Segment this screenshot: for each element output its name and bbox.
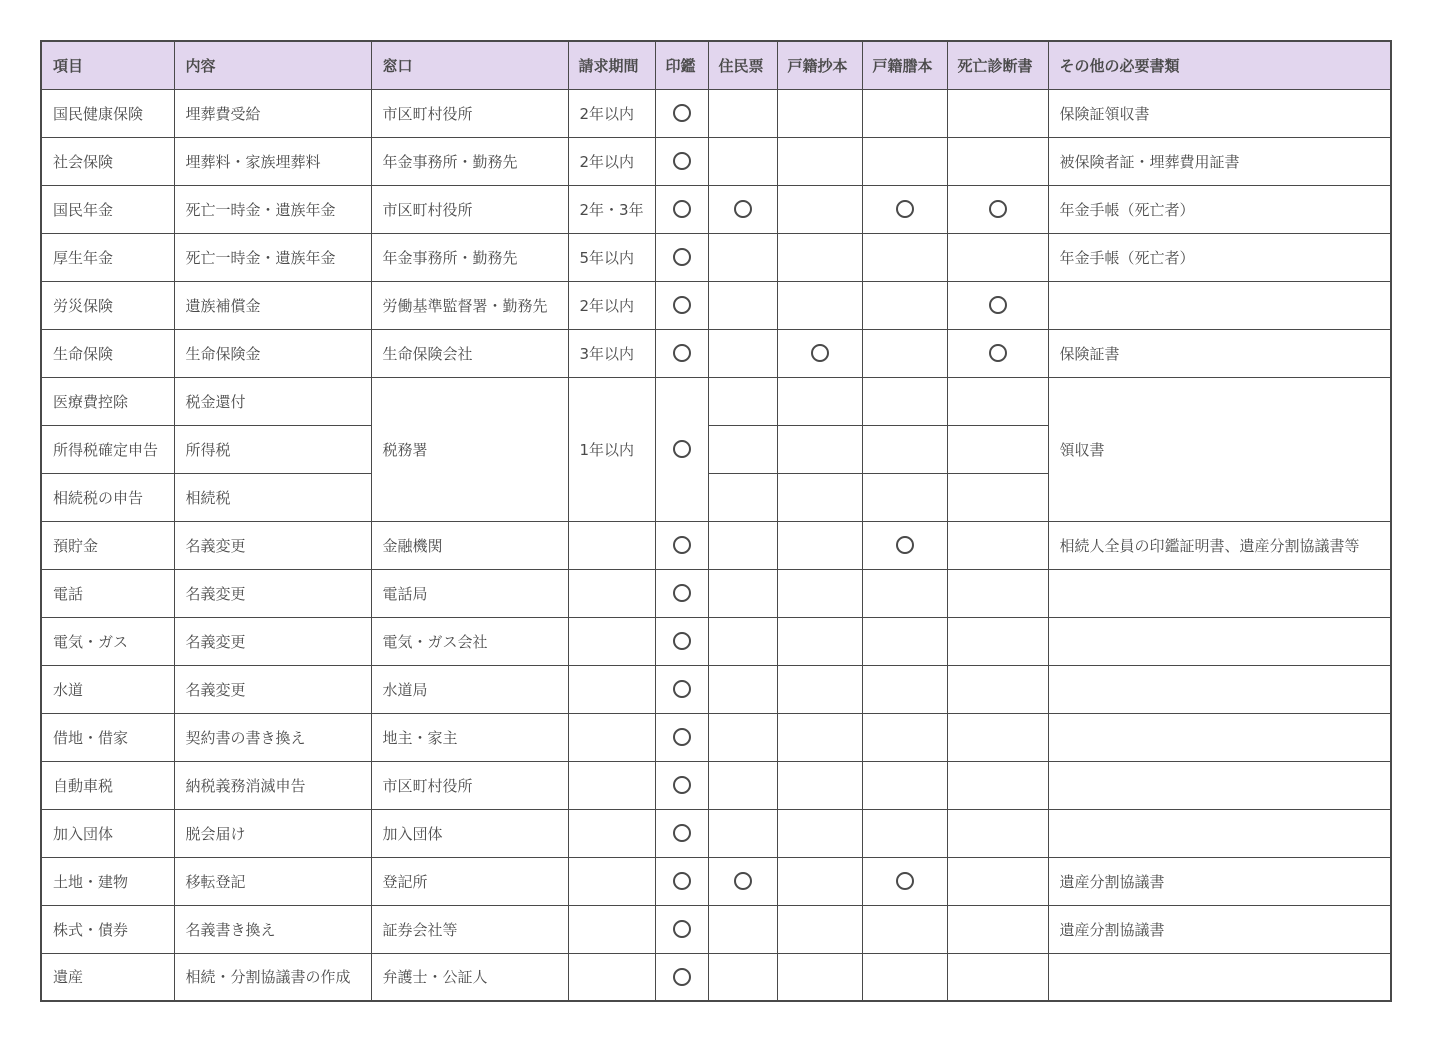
check-circle-icon — [673, 296, 691, 314]
cell-content: 契約書の書き換え — [174, 713, 371, 761]
mark-koseki-shohon — [777, 665, 862, 713]
mark-koseki-tohon — [862, 233, 947, 281]
cell-other-documents: 年金手帳（死亡者） — [1048, 233, 1391, 281]
cell-content: 名義変更 — [174, 617, 371, 665]
mark-death-certificate — [947, 89, 1048, 137]
mark-juminhyo — [708, 713, 777, 761]
mark-koseki-tohon — [862, 89, 947, 137]
check-circle-icon — [673, 104, 691, 122]
cell-content: 納税義務消滅申告 — [174, 761, 371, 809]
cell-item: 自動車税 — [41, 761, 174, 809]
mark-juminhyo — [708, 185, 777, 233]
check-circle-icon — [896, 872, 914, 890]
cell-content: 埋葬費受給 — [174, 89, 371, 137]
mark-koseki-tohon — [862, 953, 947, 1001]
mark-inkan — [655, 185, 708, 233]
mark-koseki-shohon — [777, 617, 862, 665]
cell-content: 税金還付 — [174, 377, 371, 425]
mark-koseki-tohon — [862, 665, 947, 713]
table-row — [41, 713, 1391, 761]
mark-koseki-shohon — [777, 953, 862, 1001]
check-circle-icon — [673, 728, 691, 746]
cell-office: 年金事務所・勤務先 — [371, 233, 568, 281]
mark-juminhyo — [708, 953, 777, 1001]
mark-koseki-tohon — [862, 905, 947, 953]
table-row — [41, 137, 1391, 185]
cell-other-documents: 領収書 — [1048, 377, 1391, 521]
table-row — [41, 617, 1391, 665]
cell-item: 生命保険 — [41, 329, 174, 377]
cell-content: 名義変更 — [174, 569, 371, 617]
mark-juminhyo — [708, 137, 777, 185]
check-circle-icon — [734, 200, 752, 218]
check-circle-icon — [673, 920, 691, 938]
cell-other-documents: 年金手帳（死亡者） — [1048, 185, 1391, 233]
table-row — [41, 953, 1391, 1001]
cell-period — [568, 713, 655, 761]
table-row — [41, 521, 1391, 569]
cell-item: 所得税確定申告 — [41, 425, 174, 473]
mark-koseki-shohon — [777, 281, 862, 329]
cell-period — [568, 953, 655, 1001]
mark-koseki-shohon — [777, 425, 862, 473]
mark-juminhyo — [708, 521, 777, 569]
cell-content: 移転登記 — [174, 857, 371, 905]
mark-inkan — [655, 521, 708, 569]
cell-period — [568, 857, 655, 905]
mark-inkan — [655, 233, 708, 281]
check-circle-icon — [673, 536, 691, 554]
mark-death-certificate — [947, 377, 1048, 425]
check-circle-icon — [673, 872, 691, 890]
mark-death-certificate — [947, 953, 1048, 1001]
cell-other-documents: 保険証領収書 — [1048, 89, 1391, 137]
mark-inkan — [655, 329, 708, 377]
cell-office: 地主・家主 — [371, 713, 568, 761]
cell-period — [568, 617, 655, 665]
cell-content: 名義書き換え — [174, 905, 371, 953]
check-circle-icon — [989, 344, 1007, 362]
check-circle-icon — [989, 200, 1007, 218]
table-row — [41, 809, 1391, 857]
mark-inkan — [655, 281, 708, 329]
cell-period: 2年以内 — [568, 281, 655, 329]
check-circle-icon — [673, 824, 691, 842]
mark-juminhyo — [708, 617, 777, 665]
cell-item: 加入団体 — [41, 809, 174, 857]
check-circle-icon — [673, 248, 691, 266]
mark-koseki-tohon — [862, 521, 947, 569]
mark-juminhyo — [708, 809, 777, 857]
cell-office: 水道局 — [371, 665, 568, 713]
cell-item: 遺産 — [41, 953, 174, 1001]
cell-period — [568, 905, 655, 953]
cell-period — [568, 569, 655, 617]
cell-content: 死亡一時金・遺族年金 — [174, 233, 371, 281]
cell-office: 年金事務所・勤務先 — [371, 137, 568, 185]
cell-office: 電気・ガス会社 — [371, 617, 568, 665]
mark-inkan — [655, 713, 708, 761]
mark-death-certificate — [947, 617, 1048, 665]
cell-office: 市区町村役所 — [371, 89, 568, 137]
mark-juminhyo — [708, 377, 777, 425]
table-header-row — [41, 41, 1391, 89]
cell-other-documents: 被保険者証・埋葬費用証書 — [1048, 137, 1391, 185]
mark-koseki-tohon — [862, 137, 947, 185]
mark-death-certificate — [947, 665, 1048, 713]
table-row — [41, 281, 1391, 329]
mark-koseki-shohon — [777, 809, 862, 857]
header-content: 内容 — [174, 41, 371, 89]
cell-other-documents: 保険証書 — [1048, 329, 1391, 377]
mark-inkan — [655, 89, 708, 137]
cell-other-documents — [1048, 953, 1391, 1001]
mark-koseki-tohon — [862, 857, 947, 905]
cell-office: 証券会社等 — [371, 905, 568, 953]
mark-death-certificate — [947, 569, 1048, 617]
mark-koseki-shohon — [777, 377, 862, 425]
mark-koseki-tohon — [862, 713, 947, 761]
cell-other-documents: 遺産分割協議書 — [1048, 905, 1391, 953]
cell-office: 電話局 — [371, 569, 568, 617]
cell-item: 預貯金 — [41, 521, 174, 569]
mark-death-certificate — [947, 425, 1048, 473]
mark-death-certificate — [947, 713, 1048, 761]
header-juminhyo: 住民票 — [708, 41, 777, 89]
cell-content: 相続税 — [174, 473, 371, 521]
cell-period: 2年以内 — [568, 137, 655, 185]
cell-period: 2年・3年 — [568, 185, 655, 233]
cell-item: 国民健康保険 — [41, 89, 174, 137]
cell-content: 所得税 — [174, 425, 371, 473]
check-circle-icon — [673, 680, 691, 698]
cell-content: 相続・分割協議書の作成 — [174, 953, 371, 1001]
mark-koseki-tohon — [862, 761, 947, 809]
check-circle-icon — [734, 872, 752, 890]
mark-koseki-shohon — [777, 713, 862, 761]
cell-content: 生命保険金 — [174, 329, 371, 377]
procedures-table — [40, 40, 1392, 1002]
table-row — [41, 665, 1391, 713]
cell-office: 生命保険会社 — [371, 329, 568, 377]
cell-item: 労災保険 — [41, 281, 174, 329]
check-circle-icon — [896, 536, 914, 554]
cell-period — [568, 665, 655, 713]
mark-juminhyo — [708, 425, 777, 473]
mark-koseki-tohon — [862, 425, 947, 473]
table-row — [41, 89, 1391, 137]
header-other-documents: その他の必要書類 — [1048, 41, 1391, 89]
cell-other-documents — [1048, 713, 1391, 761]
cell-other-documents — [1048, 617, 1391, 665]
cell-item: 電話 — [41, 569, 174, 617]
mark-koseki-tohon — [862, 281, 947, 329]
mark-juminhyo — [708, 857, 777, 905]
mark-death-certificate — [947, 857, 1048, 905]
mark-koseki-tohon — [862, 809, 947, 857]
table-row — [41, 857, 1391, 905]
check-circle-icon — [896, 200, 914, 218]
check-circle-icon — [811, 344, 829, 362]
cell-item: 相続税の申告 — [41, 473, 174, 521]
header-period: 請求期間 — [568, 41, 655, 89]
mark-inkan — [655, 665, 708, 713]
cell-content: 埋葬料・家族埋葬料 — [174, 137, 371, 185]
cell-office: 税務署 — [371, 377, 568, 521]
cell-period: 2年以内 — [568, 89, 655, 137]
header-inkan: 印鑑 — [655, 41, 708, 89]
mark-death-certificate — [947, 521, 1048, 569]
mark-inkan — [655, 377, 708, 521]
table-row — [41, 233, 1391, 281]
cell-item: 医療費控除 — [41, 377, 174, 425]
mark-koseki-tohon — [862, 617, 947, 665]
check-circle-icon — [673, 968, 691, 986]
mark-koseki-shohon — [777, 857, 862, 905]
cell-office: 金融機関 — [371, 521, 568, 569]
cell-item: 電気・ガス — [41, 617, 174, 665]
mark-death-certificate — [947, 905, 1048, 953]
cell-period: 5年以内 — [568, 233, 655, 281]
header-koseki-shohon: 戸籍抄本 — [777, 41, 862, 89]
cell-item: 株式・債券 — [41, 905, 174, 953]
cell-period: 3年以内 — [568, 329, 655, 377]
cell-period — [568, 761, 655, 809]
check-circle-icon — [673, 440, 691, 458]
mark-inkan — [655, 761, 708, 809]
cell-other-documents — [1048, 809, 1391, 857]
cell-other-documents: 相続人全員の印鑑証明書、遺産分割協議書等 — [1048, 521, 1391, 569]
mark-death-certificate — [947, 329, 1048, 377]
mark-koseki-shohon — [777, 569, 862, 617]
cell-office: 登記所 — [371, 857, 568, 905]
mark-juminhyo — [708, 473, 777, 521]
mark-death-certificate — [947, 281, 1048, 329]
mark-inkan — [655, 617, 708, 665]
check-circle-icon — [673, 776, 691, 794]
mark-koseki-shohon — [777, 521, 862, 569]
table-row — [41, 905, 1391, 953]
cell-other-documents — [1048, 281, 1391, 329]
cell-content: 名義変更 — [174, 521, 371, 569]
table-row — [41, 569, 1391, 617]
mark-inkan — [655, 953, 708, 1001]
header-item: 項目 — [41, 41, 174, 89]
check-circle-icon — [673, 584, 691, 602]
mark-death-certificate — [947, 761, 1048, 809]
cell-other-documents — [1048, 761, 1391, 809]
mark-death-certificate — [947, 473, 1048, 521]
cell-item: 土地・建物 — [41, 857, 174, 905]
check-circle-icon — [989, 296, 1007, 314]
cell-office: 労働基準監督署・勤務先 — [371, 281, 568, 329]
mark-juminhyo — [708, 905, 777, 953]
cell-office: 市区町村役所 — [371, 761, 568, 809]
cell-other-documents: 遺産分割協議書 — [1048, 857, 1391, 905]
mark-koseki-tohon — [862, 185, 947, 233]
mark-juminhyo — [708, 233, 777, 281]
cell-other-documents — [1048, 665, 1391, 713]
header-koseki-tohon: 戸籍謄本 — [862, 41, 947, 89]
mark-koseki-tohon — [862, 569, 947, 617]
cell-period: 1年以内 — [568, 377, 655, 521]
cell-office: 弁護士・公証人 — [371, 953, 568, 1001]
mark-juminhyo — [708, 329, 777, 377]
mark-juminhyo — [708, 569, 777, 617]
cell-office: 加入団体 — [371, 809, 568, 857]
mark-death-certificate — [947, 185, 1048, 233]
cell-content: 名義変更 — [174, 665, 371, 713]
mark-juminhyo — [708, 89, 777, 137]
mark-koseki-tohon — [862, 329, 947, 377]
mark-koseki-shohon — [777, 329, 862, 377]
mark-koseki-shohon — [777, 89, 862, 137]
header-office: 窓口 — [371, 41, 568, 89]
cell-item: 国民年金 — [41, 185, 174, 233]
mark-juminhyo — [708, 761, 777, 809]
cell-item: 水道 — [41, 665, 174, 713]
mark-inkan — [655, 137, 708, 185]
mark-koseki-shohon — [777, 185, 862, 233]
mark-koseki-shohon — [777, 137, 862, 185]
cell-item: 社会保険 — [41, 137, 174, 185]
mark-koseki-shohon — [777, 761, 862, 809]
check-circle-icon — [673, 200, 691, 218]
check-circle-icon — [673, 344, 691, 362]
mark-death-certificate — [947, 809, 1048, 857]
mark-koseki-shohon — [777, 905, 862, 953]
cell-item: 厚生年金 — [41, 233, 174, 281]
mark-inkan — [655, 905, 708, 953]
table-row — [41, 329, 1391, 377]
table-row — [41, 761, 1391, 809]
cell-office: 市区町村役所 — [371, 185, 568, 233]
mark-koseki-tohon — [862, 377, 947, 425]
mark-koseki-shohon — [777, 473, 862, 521]
header-death-certificate: 死亡診断書 — [947, 41, 1048, 89]
cell-item: 借地・借家 — [41, 713, 174, 761]
mark-death-certificate — [947, 233, 1048, 281]
mark-inkan — [655, 569, 708, 617]
table-row — [41, 185, 1391, 233]
table-row — [41, 377, 1391, 425]
cell-content: 脱会届け — [174, 809, 371, 857]
cell-other-documents — [1048, 569, 1391, 617]
check-circle-icon — [673, 152, 691, 170]
check-circle-icon — [673, 632, 691, 650]
mark-koseki-tohon — [862, 473, 947, 521]
cell-period — [568, 521, 655, 569]
cell-period — [568, 809, 655, 857]
mark-juminhyo — [708, 281, 777, 329]
mark-inkan — [655, 857, 708, 905]
mark-death-certificate — [947, 137, 1048, 185]
cell-content: 死亡一時金・遺族年金 — [174, 185, 371, 233]
mark-inkan — [655, 809, 708, 857]
mark-koseki-shohon — [777, 233, 862, 281]
mark-juminhyo — [708, 665, 777, 713]
cell-content: 遺族補償金 — [174, 281, 371, 329]
